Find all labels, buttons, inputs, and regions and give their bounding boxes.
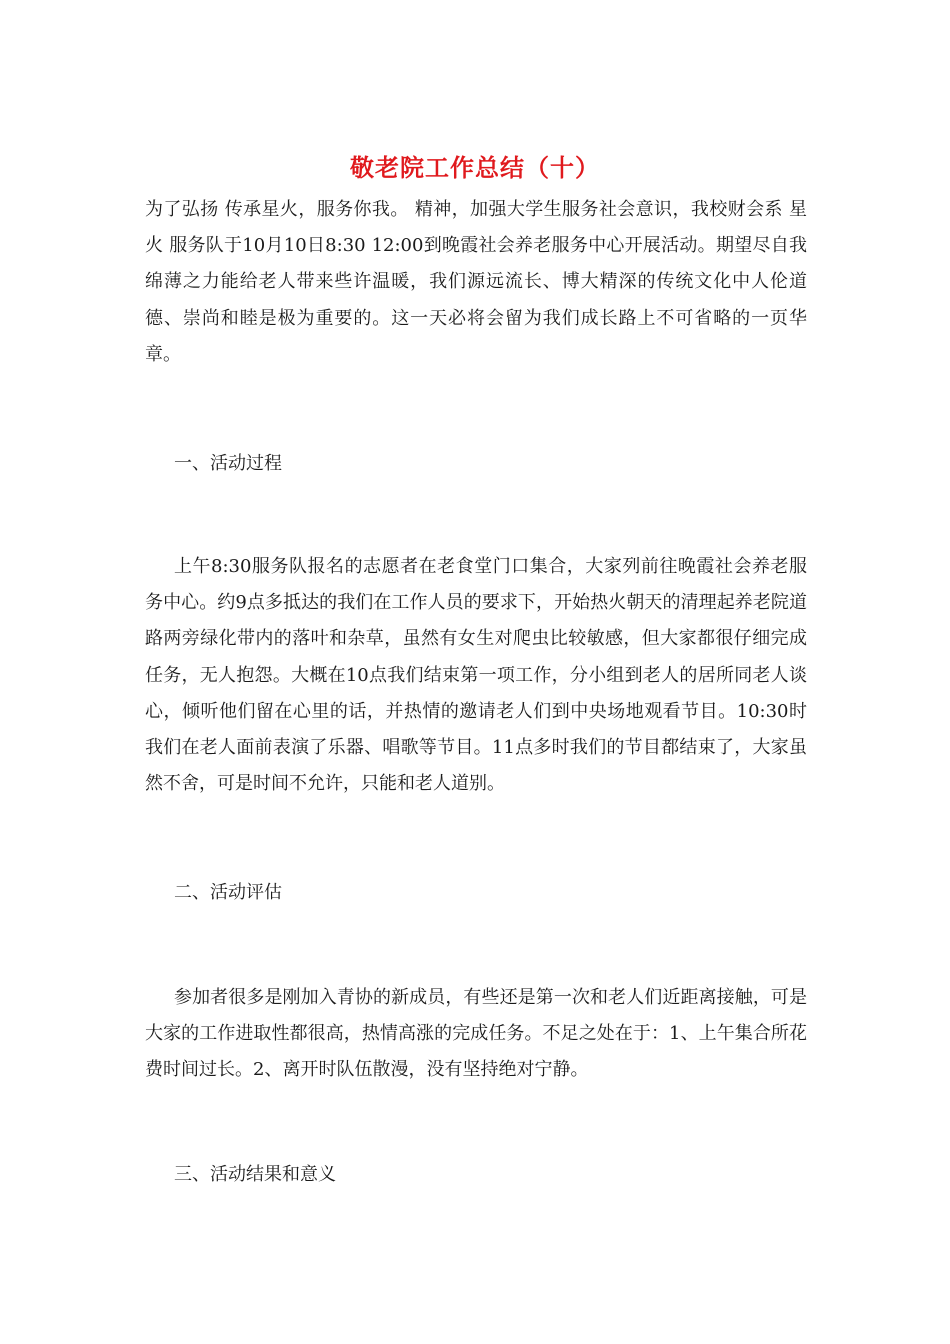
intro-paragraph: 为了弘扬 传承星火，服务你我。 精神，加强大学生服务社会意识，我校财会系 星火 服务队于10月10日8:30 12:00到晚霞社会养老服务中心开展活动。期望尽自我绵薄之力能给老人带来些许温暖，我们源远流长、博大精深的传统文化中人伦道德、崇尚和睦是极为重要的。这一天必将会留为我们成长路上不可省略的一页华章。 (145, 199, 807, 365)
section-body-process: 上午8:30服务队报名的志愿者在老食堂门口集合，大家列前往晚霞社会养老服务中心。约9点多抵达的我们在工作人员的要求下，开始热火朝天的清理起养老院道路两旁绿化带内的落叶和杂草，虽然有女生对爬虫比较敏感，但大家都很仔细完成任务，无人抱怨。大概在10点我们结束第一项工作，分小组到老人的居所同老人谈心，倾听他们留在心里的话，并热情的邀请老人们到中央场地观看节目。10:30时我们在老人面前表演了乐器、唱歌等节目。11点多时我们的节目都结束了，大家虽然不舍，可是时间不允许，只能和老人道别。 (145, 556, 807, 795)
section-heading-process: 一、活动过程 (174, 453, 282, 474)
document-title: 敬老院工作总结（十） (350, 153, 600, 182)
section-heading-evaluation: 二、活动评估 (174, 882, 282, 903)
section-heading-results: 三、活动结果和意义 (174, 1164, 336, 1185)
section-body-evaluation: 参加者很多是刚加入青协的新成员，有些还是第一次和老人们近距离接触，可是大家的工作进取性都很高，热情高涨的完成任务。不足之处在于：1、上午集合所花费时间过长。2、离开时队伍散漫，没有坚持绝对宁静。 (145, 987, 807, 1081)
